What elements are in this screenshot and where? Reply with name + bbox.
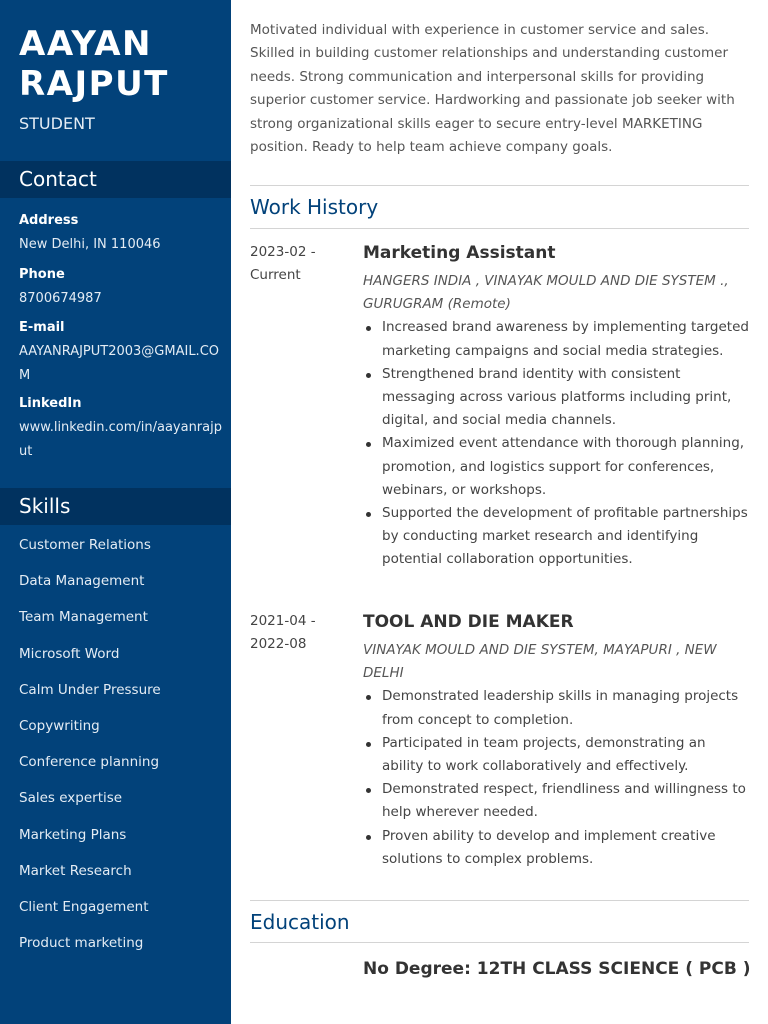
job-bullet	[363, 778, 751, 824]
address-value: New Delhi, IN 110046	[19, 237, 161, 252]
job-bullet-text: Proven ability to develop and implement creative solutions to complex problems.	[382, 827, 716, 867]
education-heading: Education	[250, 910, 350, 934]
job-date	[250, 610, 350, 656]
job-company: HANGERS INDIA , VINAYAK MOULD AND DIE SYSTEM ., GURUGRAM (Remote)	[363, 273, 729, 313]
job-bullet-text: Supported the development of profitable partnerships by conducting market research and identifying potential collaboration opportunities.	[382, 505, 748, 568]
job-bullet	[363, 825, 751, 871]
skill-item: Data Management	[19, 573, 145, 590]
job-bullet	[363, 363, 751, 433]
job-bullet-text: Participated in team projects, demonstrating an ability to work collaboratively and effectively.	[382, 734, 706, 775]
email-value[interactable]: AAYANRAJPUT2003@GMAIL.COM	[19, 344, 220, 383]
skill-item: Team Management	[19, 609, 148, 626]
education-degree: No Degree: 12TH CLASS SCIENCE ( PCB )	[363, 959, 751, 979]
skill-item: Marketing Plans	[19, 826, 127, 843]
bullet-icon	[366, 373, 371, 378]
job-title: TOOL AND DIE MAKER	[363, 612, 574, 632]
job-title: Marketing Assistant	[363, 243, 556, 263]
phone-value: 8700674987	[19, 291, 102, 306]
job-company: VINAYAK MOULD AND DIE SYSTEM, MAYAPURI , NEW DELHI	[363, 642, 717, 682]
job-date-start: 2023-02 -	[250, 244, 316, 260]
job-bullet	[363, 432, 751, 502]
phone-label: Phone	[19, 267, 65, 282]
candidate-name	[19, 24, 224, 104]
contact-heading: Contact	[0, 161, 231, 198]
job-date-end: 2022-08	[250, 636, 307, 653]
bullet-icon	[366, 742, 371, 747]
job-bullet-text: Demonstrated respect, friendliness and willingness to help wherever needed.	[382, 781, 746, 821]
address-label: Address	[19, 213, 79, 228]
skill-item: Client Engagement	[19, 898, 149, 915]
divider	[250, 900, 749, 901]
job-bullet-text: Demonstrated leadership skills in managing projects from concept to completion.	[382, 688, 739, 728]
job-bullets	[363, 316, 751, 571]
job-bullet-text: Strengthened brand identity with consistent messaging across various platforms including print, digital, and social media channels.	[382, 365, 732, 429]
bullet-icon	[366, 326, 371, 331]
bullet-icon	[366, 835, 371, 840]
linkedin-label: LinkedIn	[19, 396, 82, 411]
job-entry	[363, 242, 751, 572]
skill-item: Conference planning	[19, 754, 160, 771]
bullet-icon	[366, 788, 371, 793]
divider	[250, 942, 749, 943]
skill-item: Product marketing	[19, 935, 144, 952]
job-date	[250, 241, 350, 287]
divider	[250, 228, 749, 229]
candidate-role: STUDENT	[19, 114, 95, 133]
skill-item: Calm Under Pressure	[19, 681, 161, 698]
bullet-icon	[366, 442, 371, 447]
bullet-icon	[366, 512, 371, 517]
job-bullet-text: Increased brand awareness by implementing targeted marketing campaigns and social media strategies.	[382, 319, 749, 359]
job-bullet	[363, 732, 751, 778]
email-label: E-mail	[19, 320, 65, 335]
skill-item: Customer Relations	[19, 537, 151, 553]
skill-item: Sales expertise	[19, 790, 123, 807]
linkedin-value[interactable]: www.linkedin.com/in/aayanrajput	[19, 420, 222, 459]
job-bullet	[363, 685, 751, 731]
phone-block	[19, 267, 224, 311]
divider	[250, 185, 749, 186]
job-bullet	[363, 502, 751, 572]
email-block	[19, 320, 224, 387]
last-name: RAJPUT	[19, 64, 169, 104]
address-block	[19, 213, 224, 257]
skill-item: Market Research	[19, 862, 132, 879]
skill-item: Copywriting	[19, 717, 100, 734]
sidebar	[0, 0, 231, 1024]
job-date-start: 2021-04 -	[250, 613, 316, 629]
linkedin-block	[19, 396, 224, 463]
job-bullet-text: Maximized event attendance with thorough planning, promotion, and logistics support for conferences, webinars, or workshops.	[382, 435, 745, 498]
first-name: AAYAN	[19, 24, 153, 64]
job-bullets	[363, 685, 751, 871]
bullet-icon	[366, 695, 371, 700]
skills-heading: Skills	[0, 488, 231, 525]
work-history-heading: Work History	[250, 195, 379, 219]
skills-list	[19, 537, 224, 971]
job-date-end: Current	[250, 267, 301, 284]
skill-item: Microsoft Word	[19, 645, 120, 662]
job-bullet	[363, 316, 751, 362]
job-entry	[363, 611, 751, 871]
professional-summary: Motivated individual with experience in customer service and sales. Skilled in building customer relationships and understanding customer needs. Strong communication and interpersonal skills for providing superior customer service. Hardworking and passionate job seeker with strong organizational skills eager to secure entry-level MARKETING position. Ready to help team achieve company goals.	[250, 22, 735, 156]
